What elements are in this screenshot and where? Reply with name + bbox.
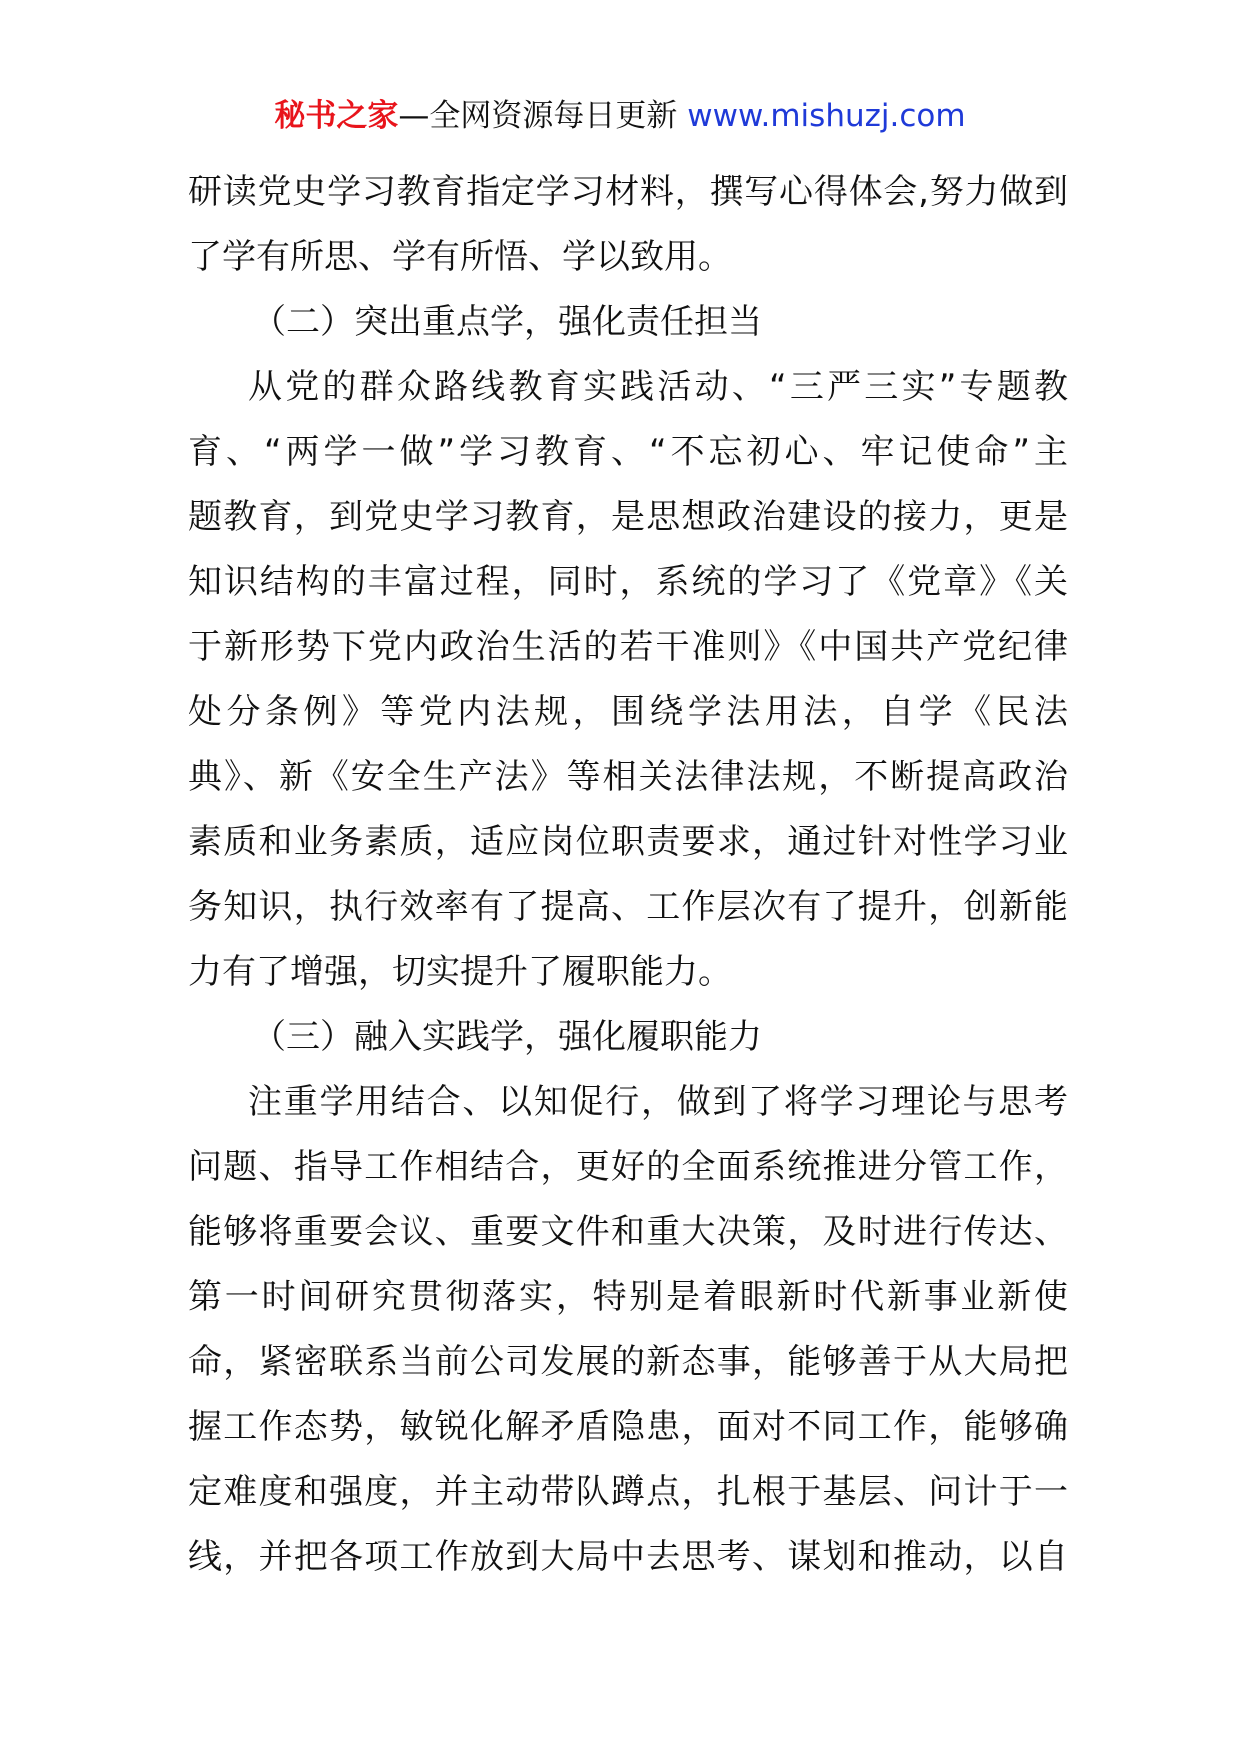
text-line: 了学有所思、学有所悟、学以致用。 xyxy=(188,237,732,277)
site-url-link[interactable]: www.mishuzj.com xyxy=(687,98,966,134)
text-line: 线，并把各项工作放到大局中去思考、谋划和推动，以自 xyxy=(188,1537,1068,1577)
text-line: 注重学用结合、以知促行，做到了将学习理论与思考 xyxy=(248,1082,1068,1122)
text-line: 第一时间研究贯彻落实，特别是着眼新时代新事业新使 xyxy=(188,1277,1068,1317)
section-heading: （三）融入实践学，强化履职能力 xyxy=(252,1017,762,1057)
text-line: 从党的群众路线教育实践活动、“三严三实”专题教 xyxy=(248,367,1068,407)
site-header xyxy=(0,96,1240,136)
text-line: 命，紧密联系当前公司发展的新态事，能够善于从大局把 xyxy=(188,1342,1068,1382)
text-line: 题教育，到党史学习教育，是思想政治建设的接力，更是 xyxy=(188,497,1068,537)
text-line: 于新形势下党内政治生活的若干准则》《中国共产党纪律 xyxy=(188,627,1068,667)
text-line: 力有了增强，切实提升了履职能力。 xyxy=(188,952,732,992)
site-tagline: —全网资源每日更新 xyxy=(398,98,688,134)
text-line: 问题、指导工作相结合，更好的全面系统推进分管工作， xyxy=(188,1147,1068,1187)
site-brand: 秘书之家 xyxy=(274,98,399,134)
document-body xyxy=(188,160,1068,1590)
text-line: 处分条例》等党内法规，围绕学法用法，自学《民法 xyxy=(188,692,1068,732)
text-line: 握工作态势，敏锐化解矛盾隐患，面对不同工作，能够确 xyxy=(188,1407,1068,1447)
section-heading: （二）突出重点学，强化责任担当 xyxy=(252,302,762,342)
text-line: 务知识，执行效率有了提高、工作层次有了提升，创新能 xyxy=(188,887,1068,927)
text-line: 育、“两学一做”学习教育、“不忘初心、牢记使命”主 xyxy=(188,432,1068,472)
text-line: 素质和业务素质，适应岗位职责要求，通过针对性学习业 xyxy=(188,822,1068,862)
text-line: 研读党史学习教育指定学习材料，撰写心得体会,努力做到 xyxy=(188,172,1068,212)
text-line: 定难度和强度，并主动带队蹲点，扎根于基层、问计于一 xyxy=(188,1472,1068,1512)
text-line: 典》、新《安全生产法》等相关法律法规，不断提高政治 xyxy=(188,757,1068,797)
text-line: 能够将重要会议、重要文件和重大决策，及时进行传达、 xyxy=(188,1212,1068,1252)
text-line: 知识结构的丰富过程，同时，系统的学习了《党章》《关 xyxy=(188,562,1068,602)
